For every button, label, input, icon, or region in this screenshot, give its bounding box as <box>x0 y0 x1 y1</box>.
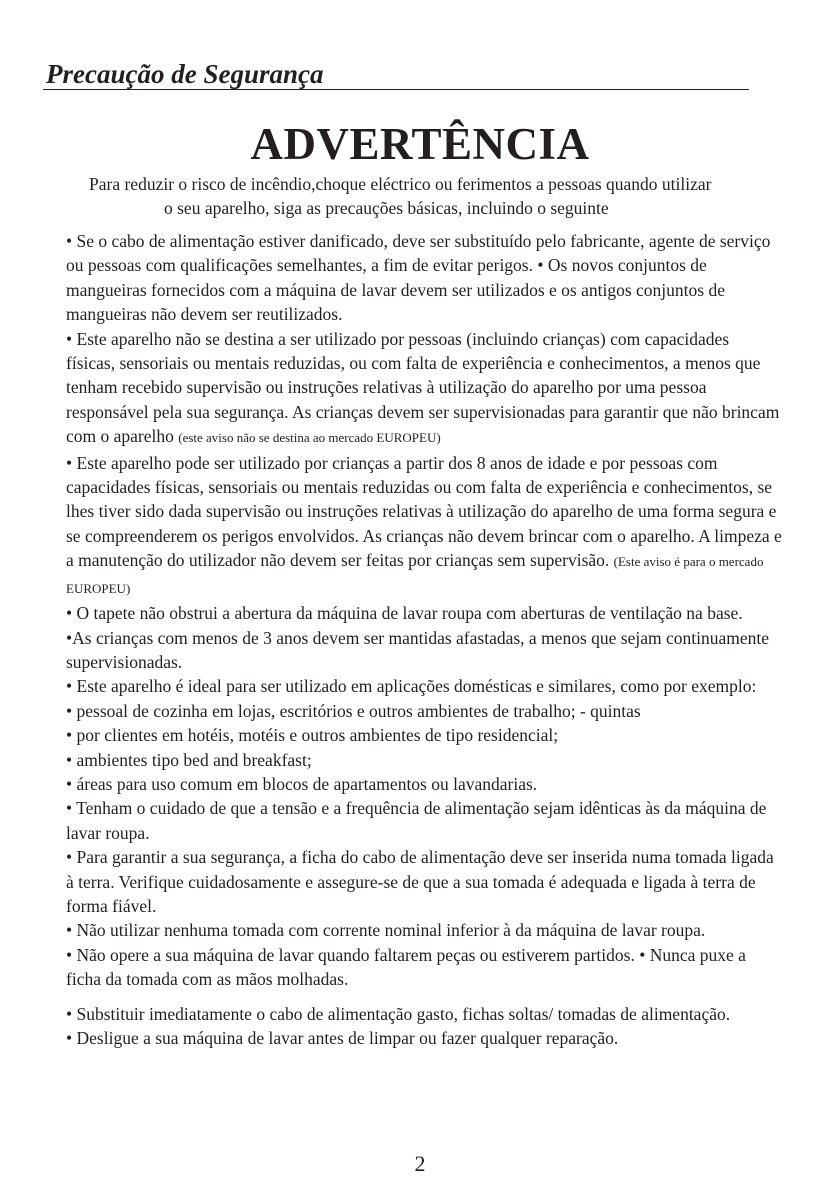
paragraph-replace-cord: • Substituir imediatamente o cabo de alimentação gasto, fichas soltas/ tomadas de alimentação. <box>66 1003 731 1024</box>
non-eu-notice: (este aviso não se destina ao mercado EUROPEU) <box>178 430 441 446</box>
safety-instructions <box>66 229 782 1050</box>
paragraph-voltage-frequency: • Tenham o cuidado de que a tensão e a frequência de alimentação sejam idênticas às da máquina de lavar roupa. <box>66 798 767 843</box>
paragraph-reduced-capabilities <box>66 327 782 451</box>
intro-line-1: Para reduzir o risco de incêndio,choque eléctrico ou ferimentos a pessoas quando utilizar <box>89 174 712 194</box>
paragraph-children-8-years <box>66 451 782 601</box>
list-item: • pessoal de cozinha em lojas, escritórios e outros ambientes de trabalho; - quintas <box>66 700 641 721</box>
warning-heading: ADVERTÊNCIA <box>250 119 590 169</box>
section-title: Precaução de Segurança <box>46 59 324 89</box>
paragraph-rated-current: • Não utilizar nenhuma tomada com corrente nominal inferior à da máquina de lavar roupa. <box>66 920 706 941</box>
paragraph-grounded-socket: • Para garantir a sua segurança, a ficha do cabo de alimentação deve ser inserida numa tomada ligada à terra. Verifique cuidadosamente e assegure-se de que a sua tomada é adequada e ligada à terra de forma fiável. <box>66 847 774 916</box>
list-item: • ambientes tipo bed and breakfast; <box>66 749 312 770</box>
paragraph-unplug-before-cleaning: • Desligue a sua máquina de lavar antes de limpar ou fazer qualquer reparação. <box>66 1028 619 1048</box>
paragraph-missing-parts: • Não opere a sua máquina de lavar quando faltarem peças ou estiverem partidos. • Nunca puxe a ficha da tomada com as mãos molhadas. <box>66 944 746 990</box>
page-number: 2 <box>414 1151 426 1176</box>
list-item: • por clientes em hotéis, motéis e outros ambientes de tipo residencial; <box>66 725 559 746</box>
paragraph-carpet-ventilation: • O tapete não obstrui a abertura da máquina de lavar roupa com aberturas de ventilação na base. <box>66 603 743 624</box>
intro-line-2: o seu aparelho, siga as precauções básicas, incluindo o seguinte <box>164 198 609 218</box>
title-divider <box>43 89 749 90</box>
paragraph-children-under-3: •As crianças com menos de 3 anos devem ser mantidas afastadas, a menos que sejam continuamente supervisionadas. <box>66 627 769 672</box>
paragraph-household-use: • Este aparelho é ideal para ser utilizado em aplicações domésticas e similares, como por exemplo: <box>66 676 757 697</box>
paragraph-text: • Este aparelho não se destina a ser utilizado por pessoas (incluindo crianças) com capacidades físicas, sensoriais ou mentais reduzidas, ou com falta de experiência e conhecimentos, a menos que tenham recebido supervisão ou instruções relativas à utilização do aparelho por uma pessoa responsável pela sua segurança. As crianças devem ser supervisionadas para garantir que não brincam com o aparelho <box>66 328 780 447</box>
eu-notice: (Este aviso é para o mercado EUROPEU) <box>66 554 764 596</box>
paragraph-text: • Este aparelho pode ser utilizado por crianças a partir dos 8 anos de idade e por pessoas com capacidades físicas, sensoriais ou mentais reduzidas ou com falta de experiência e conhecimentos, se lhes tiver sido dada supervisão ou instruções relativas à utilização do aparelho de uma forma segura e se compreenderem os perigos envolvidos. As crianças não devem brincar com o aparelho. A limpeza e a manutenção do utilizador não devem ser feitas por crianças sem supervisão. <box>66 452 782 571</box>
paragraph-power-cord-hoses: • Se o cabo de alimentação estiver danificado, deve ser substituído pelo fabricante, agente de serviço ou pessoas com qualificações semelhantes, a fim de evitar perigos. • Os novos conjuntos de mangueiras fornecidos com a máquina de lavar devem ser utilizados e os antigos conjuntos de mangueiras não devem ser reutilizados. <box>66 231 771 325</box>
list-item: • áreas para uso comum em blocos de apartamentos ou lavandarias. <box>66 773 538 794</box>
